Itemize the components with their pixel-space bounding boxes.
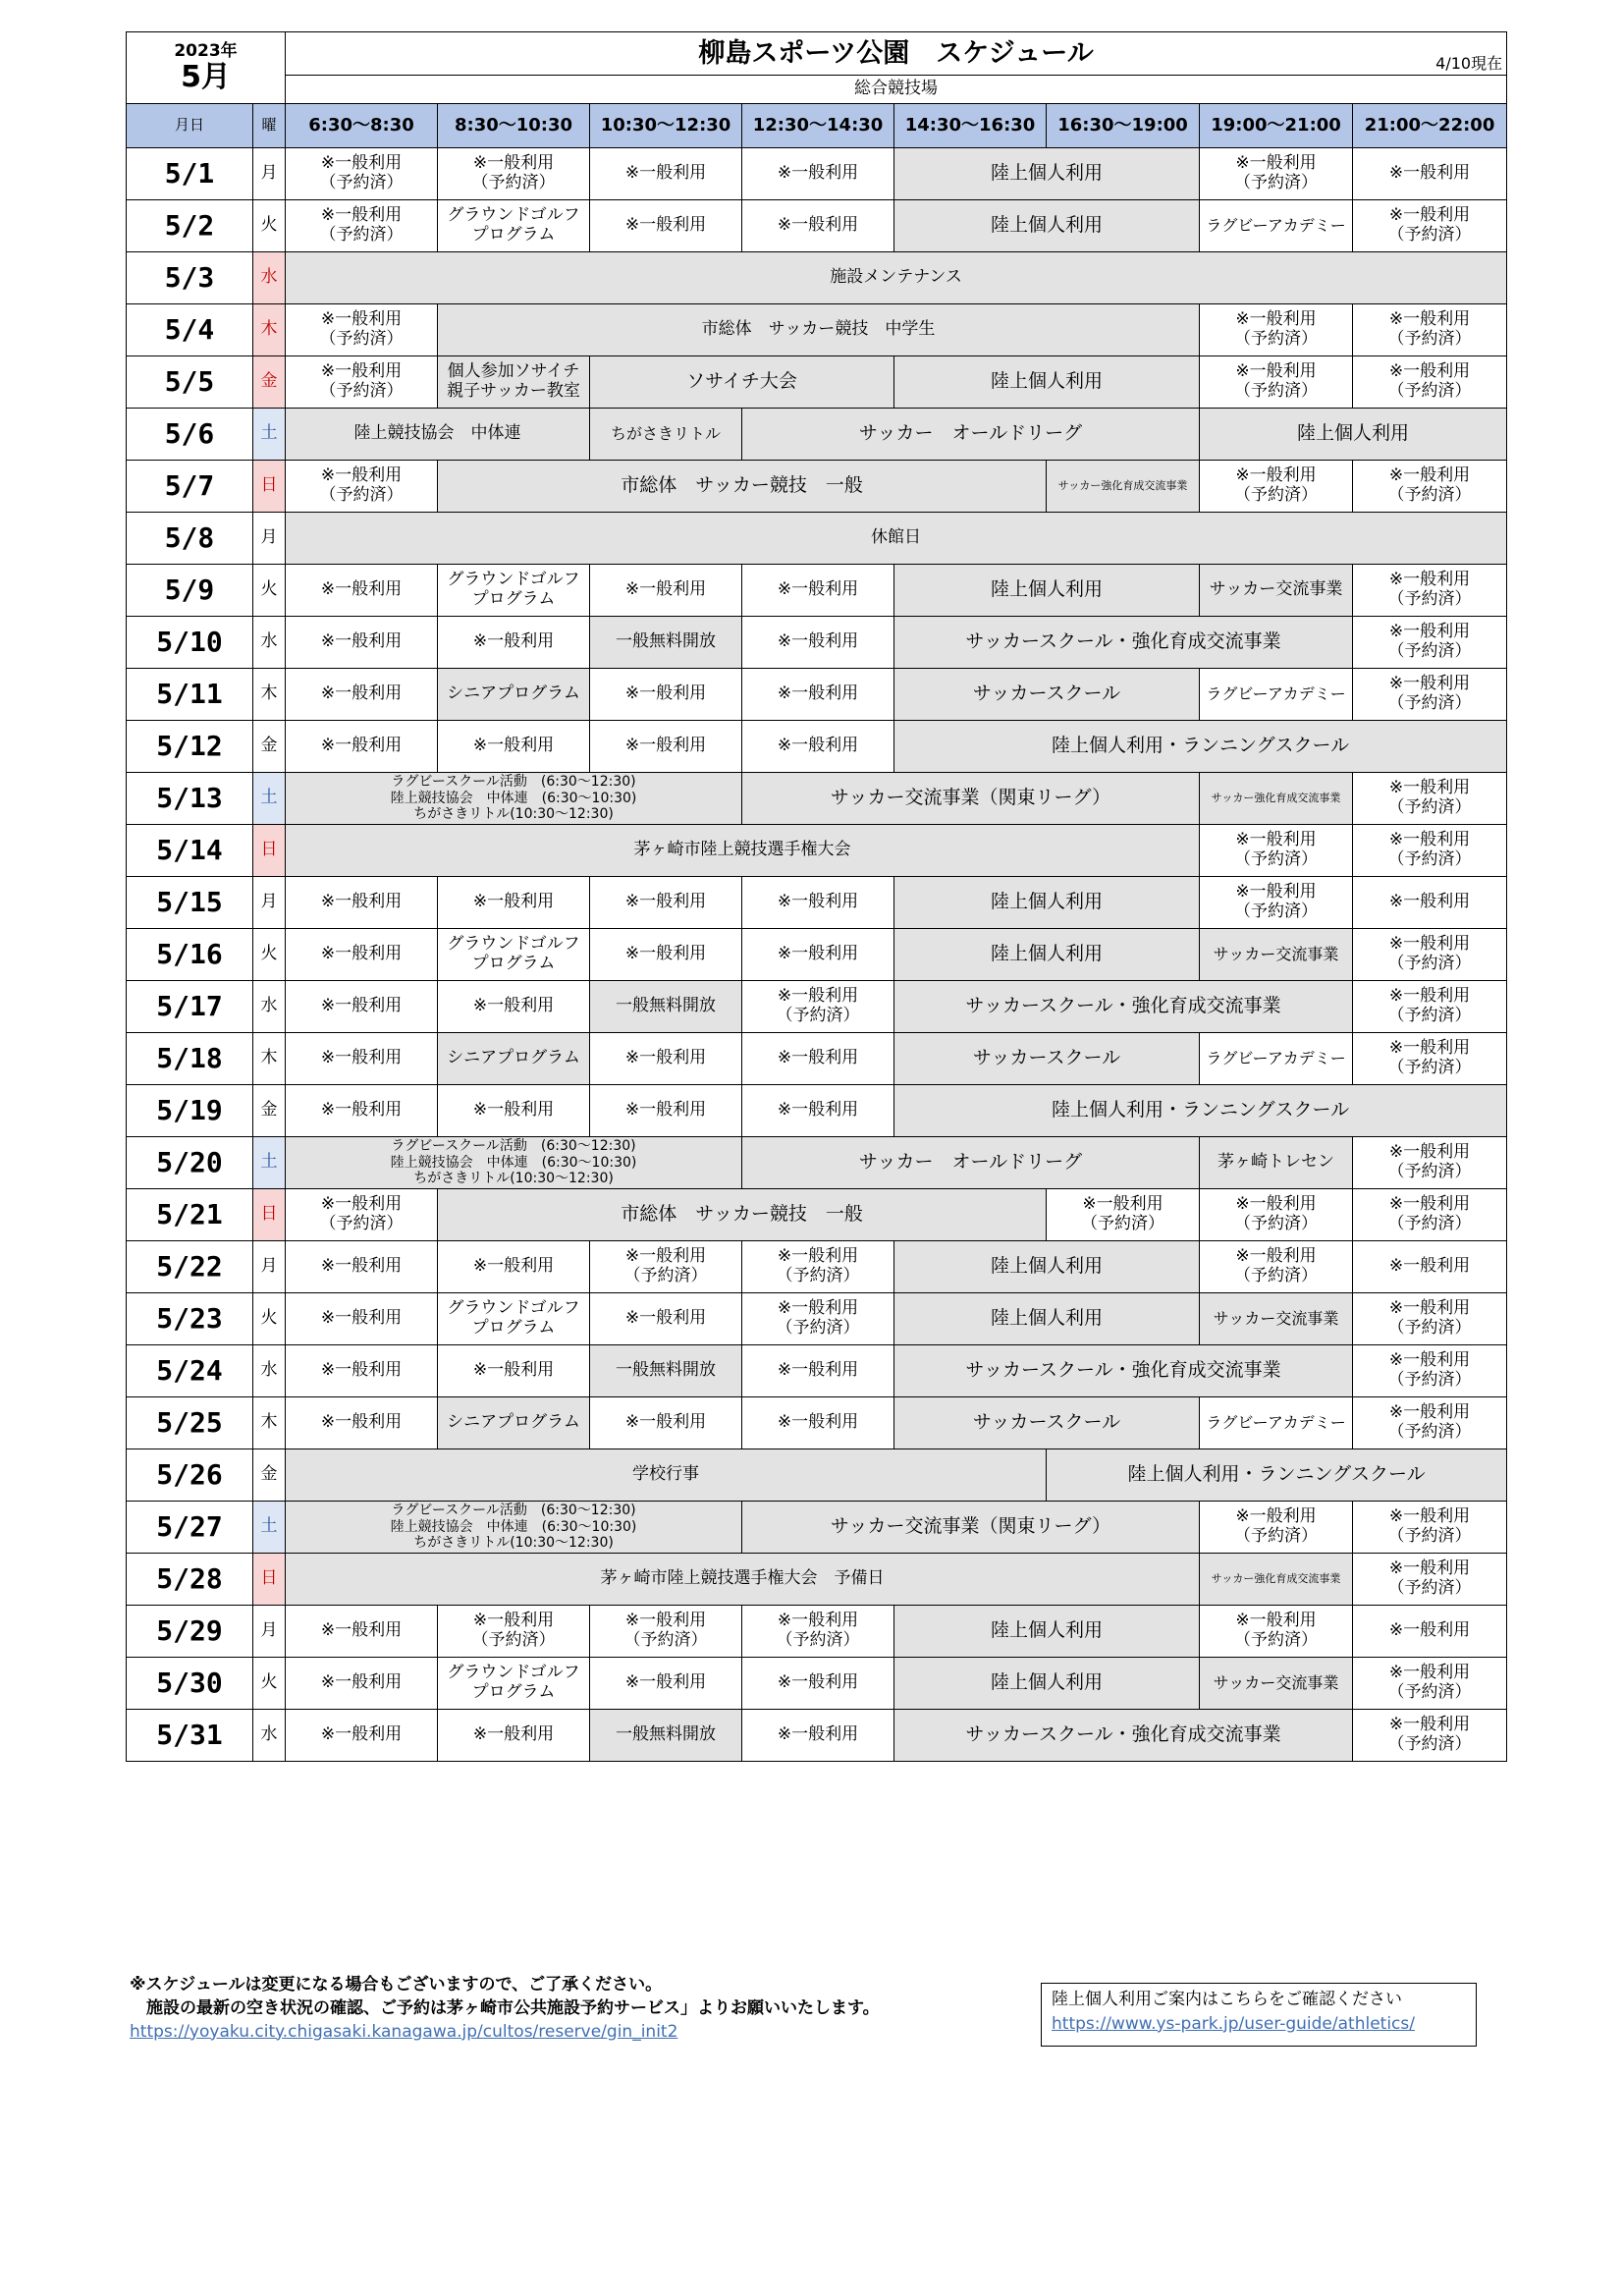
weekday-cell: 木: [253, 669, 286, 721]
schedule-slot-cell: ※一般利用: [286, 1710, 438, 1762]
athletics-info-link[interactable]: https://www.ys-park.jp/user-guide/athletics/: [1052, 2013, 1415, 2034]
schedule-slot-cell: ※一般利用 （予約済）: [1200, 1606, 1353, 1658]
date-cell: 5/11: [127, 669, 253, 721]
schedule-row: [127, 252, 1507, 304]
schedule-slot-cell: グラウンドゴルフ プログラム: [438, 565, 590, 617]
slot-header: 6:30～8:30: [286, 104, 438, 148]
schedule-slot-cell: サッカースクール・強化育成交流事業: [894, 1345, 1353, 1397]
schedule-slot-cell: シニアプログラム: [438, 1033, 590, 1085]
schedule-slot-cell: ※一般利用 （予約済）: [1353, 356, 1507, 409]
schedule-slot-cell: ※一般利用: [590, 1033, 742, 1085]
date-cell: 5/30: [127, 1658, 253, 1710]
date-cell: 5/23: [127, 1293, 253, 1345]
schedule-slot-cell: ラグビーアカデミー: [1200, 669, 1353, 721]
date-cell: 5/16: [127, 929, 253, 981]
weekday-cell: 火: [253, 1658, 286, 1710]
weekday-cell: 日: [253, 1554, 286, 1606]
schedule-slot-cell: 陸上個人利用: [894, 1241, 1200, 1293]
schedule-slot-cell: ※一般利用 （予約済）: [1353, 1189, 1507, 1241]
schedule-row: [127, 1241, 1507, 1293]
schedule-slot-cell: 市総体 サッカー競技 中学生: [438, 304, 1200, 356]
schedule-row: [127, 1397, 1507, 1449]
schedule-slot-cell: サッカースクール・強化育成交流事業: [894, 1710, 1353, 1762]
schedule-slot-cell: ※一般利用: [286, 565, 438, 617]
schedule-row: [127, 1137, 1507, 1189]
schedule-slot-cell: グラウンドゴルフ プログラム: [438, 200, 590, 252]
date-cell: 5/15: [127, 877, 253, 929]
schedule-slot-cell: ※一般利用: [590, 1293, 742, 1345]
schedule-slot-cell: ※一般利用 （予約済）: [1353, 1554, 1507, 1606]
schedule-slot-cell: ※一般利用: [438, 1085, 590, 1137]
schedule-slot-cell: ※一般利用 （予約済）: [1200, 356, 1353, 409]
date-column-header: 月日: [127, 104, 253, 148]
schedule-slot-cell: ※一般利用 （予約済）: [1353, 1345, 1507, 1397]
weekday-cell: 水: [253, 981, 286, 1033]
schedule-slot-cell: 市総体 サッカー競技 一般: [438, 461, 1047, 513]
schedule-slot-cell: ※一般利用 （予約済）: [1200, 1502, 1353, 1554]
schedule-slot-cell: ※一般利用 （予約済）: [286, 1189, 438, 1241]
schedule-slot-cell: ※一般利用 （予約済）: [1353, 1033, 1507, 1085]
schedule-slot-cell: ※一般利用: [742, 1085, 894, 1137]
weekday-cell: 土: [253, 1137, 286, 1189]
venue-row: [127, 76, 1507, 104]
schedule-slot-cell: ※一般利用 （予約済）: [1200, 825, 1353, 877]
schedule-row: [127, 1502, 1507, 1554]
schedule-slot-cell: グラウンドゴルフ プログラム: [438, 929, 590, 981]
schedule-slot-cell: ※一般利用: [590, 565, 742, 617]
weekday-cell: 金: [253, 1085, 286, 1137]
schedule-row: [127, 1606, 1507, 1658]
weekday-cell: 土: [253, 409, 286, 461]
schedule-slot-cell: ※一般利用: [286, 1085, 438, 1137]
schedule-row: [127, 617, 1507, 669]
schedule-slot-cell: ※一般利用: [590, 148, 742, 200]
weekday-cell: 火: [253, 565, 286, 617]
schedule-slot-cell: ※一般利用: [438, 1345, 590, 1397]
date-cell: 5/24: [127, 1345, 253, 1397]
schedule-slot-cell: サッカー オールドリーグ: [742, 1137, 1200, 1189]
schedule-row: [127, 825, 1507, 877]
schedule-slot-cell: 陸上個人利用: [894, 565, 1200, 617]
schedule-slot-cell: 陸上個人利用: [894, 356, 1200, 409]
schedule-slot-cell: ※一般利用 （予約済）: [1200, 1241, 1353, 1293]
schedule-table: [126, 31, 1507, 1762]
month-label: 5月: [181, 59, 231, 94]
weekday-cell: 水: [253, 1345, 286, 1397]
schedule-slot-cell: サッカー強化育成交流事業: [1047, 461, 1200, 513]
schedule-sheet: [126, 31, 1506, 1762]
weekday-cell: 水: [253, 252, 286, 304]
date-cell: 5/9: [127, 565, 253, 617]
schedule-row: [127, 877, 1507, 929]
schedule-slot-cell: ※一般利用 （予約済）: [1353, 825, 1507, 877]
page-title: 柳島スポーツ公園 スケジュール: [698, 37, 1094, 69]
schedule-slot-cell: 個人参加ソサイチ 親子サッカー教室: [438, 356, 590, 409]
date-cell: 5/19: [127, 1085, 253, 1137]
weekday-cell: 木: [253, 1033, 286, 1085]
schedule-slot-cell: ラグビーアカデミー: [1200, 1397, 1353, 1449]
schedule-slot-cell: 陸上個人利用: [894, 877, 1200, 929]
date-cell: 5/10: [127, 617, 253, 669]
date-cell: 5/14: [127, 825, 253, 877]
schedule-slot-cell: ※一般利用: [286, 1293, 438, 1345]
schedule-slot-cell: 茅ヶ崎市陸上競技選手権大会: [286, 825, 1200, 877]
weekday-cell: 月: [253, 1606, 286, 1658]
venue-label: 総合競技場: [286, 76, 1507, 104]
schedule-slot-cell: ※一般利用: [1353, 1241, 1507, 1293]
schedule-slot-cell: 茅ヶ崎トレセン: [1200, 1137, 1353, 1189]
schedule-slot-cell: ※一般利用: [286, 877, 438, 929]
page-title-cell: [286, 32, 1507, 76]
column-header-row: [127, 104, 1507, 148]
schedule-slot-cell: ※一般利用: [590, 1085, 742, 1137]
schedule-row: [127, 929, 1507, 981]
schedule-slot-cell: ※一般利用 （予約済）: [1200, 877, 1353, 929]
schedule-slot-cell: サッカー オールドリーグ: [742, 409, 1200, 461]
schedule-slot-cell: ※一般利用: [590, 877, 742, 929]
schedule-slot-cell: サッカー交流事業: [1200, 1658, 1353, 1710]
schedule-row: [127, 1033, 1507, 1085]
weekday-cell: 木: [253, 304, 286, 356]
schedule-slot-cell: ラグビースクール活動 (6:30～12:30) 陸上競技協会 中体連 (6:30～10:30) ちがさきリトル(10:30～12:30): [286, 773, 742, 825]
date-cell: 5/18: [127, 1033, 253, 1085]
date-cell: 5/17: [127, 981, 253, 1033]
footer-notes: [130, 1974, 1062, 2044]
schedule-slot-cell: ※一般利用: [438, 617, 590, 669]
weekday-cell: 月: [253, 1241, 286, 1293]
slot-header: 21:00～22:00: [1353, 104, 1507, 148]
schedule-slot-cell: 陸上個人利用・ランニングスクール: [894, 721, 1507, 773]
schedule-row: [127, 1449, 1507, 1502]
schedule-slot-cell: サッカー交流事業: [1200, 1293, 1353, 1345]
schedule-slot-cell: ※一般利用: [742, 148, 894, 200]
schedule-slot-cell: 一般無料開放: [590, 1710, 742, 1762]
date-cell: 5/3: [127, 252, 253, 304]
schedule-slot-cell: ※一般利用 （予約済）: [1047, 1189, 1200, 1241]
schedule-slot-cell: ※一般利用 （予約済）: [1353, 773, 1507, 825]
date-cell: 5/28: [127, 1554, 253, 1606]
schedule-slot-cell: ※一般利用 （予約済）: [286, 356, 438, 409]
schedule-slot-cell: ※一般利用: [590, 669, 742, 721]
date-cell: 5/21: [127, 1189, 253, 1241]
weekday-cell: 土: [253, 1502, 286, 1554]
title-row: [127, 32, 1507, 76]
schedule-row: [127, 1658, 1507, 1710]
reservation-link[interactable]: https://yoyaku.city.chigasaki.kanagawa.jp/cultos/reserve/gin_init2: [130, 2021, 678, 2042]
date-cell: 5/8: [127, 513, 253, 565]
schedule-row: [127, 304, 1507, 356]
schedule-slot-cell: ※一般利用: [286, 1345, 438, 1397]
schedule-slot-cell: ※一般利用 （予約済）: [1353, 1502, 1507, 1554]
schedule-row: [127, 513, 1507, 565]
weekday-cell: 水: [253, 617, 286, 669]
slot-header: 14:30～16:30: [894, 104, 1047, 148]
schedule-slot-cell: 陸上個人利用: [894, 1658, 1200, 1710]
schedule-slot-cell: ※一般利用: [286, 721, 438, 773]
schedule-slot-cell: ※一般利用 （予約済）: [1200, 1189, 1353, 1241]
schedule-slot-cell: ※一般利用 （予約済）: [1353, 1397, 1507, 1449]
schedule-slot-cell: ※一般利用: [742, 1397, 894, 1449]
schedule-slot-cell: 学校行事: [286, 1449, 1047, 1502]
schedule-slot-cell: ※一般利用 （予約済）: [1353, 304, 1507, 356]
schedule-row: [127, 1710, 1507, 1762]
schedule-row: [127, 356, 1507, 409]
schedule-slot-cell: ※一般利用 （予約済）: [1353, 200, 1507, 252]
schedule-slot-cell: ※一般利用: [286, 617, 438, 669]
schedule-row: [127, 200, 1507, 252]
schedule-slot-cell: ※一般利用: [286, 981, 438, 1033]
schedule-slot-cell: サッカー交流事業: [1200, 565, 1353, 617]
month-cell: [127, 32, 286, 104]
schedule-slot-cell: サッカー交流事業（関東リーグ）: [742, 1502, 1200, 1554]
schedule-slot-cell: ※一般利用: [438, 981, 590, 1033]
weekday-cell: 月: [253, 513, 286, 565]
schedule-slot-cell: シニアプログラム: [438, 669, 590, 721]
schedule-slot-cell: 休館日: [286, 513, 1507, 565]
schedule-row: [127, 981, 1507, 1033]
schedule-slot-cell: ラグビースクール活動 (6:30～12:30) 陸上競技協会 中体連 (6:30～10:30) ちがさきリトル(10:30～12:30): [286, 1137, 742, 1189]
schedule-row: [127, 565, 1507, 617]
schedule-slot-cell: ※一般利用 （予約済）: [1200, 304, 1353, 356]
athletics-info-box: [1041, 1983, 1477, 2047]
schedule-row: [127, 1189, 1507, 1241]
schedule-slot-cell: ※一般利用: [742, 929, 894, 981]
schedule-slot-cell: ※一般利用: [438, 1710, 590, 1762]
schedule-slot-cell: ※一般利用: [590, 1397, 742, 1449]
date-cell: 5/20: [127, 1137, 253, 1189]
schedule-slot-cell: ※一般利用 （予約済）: [286, 461, 438, 513]
schedule-slot-cell: ※一般利用: [742, 877, 894, 929]
schedule-slot-cell: ちがさきリトル: [590, 409, 742, 461]
weekday-cell: 火: [253, 1293, 286, 1345]
schedule-slot-cell: サッカースクール・強化育成交流事業: [894, 981, 1353, 1033]
date-cell: 5/12: [127, 721, 253, 773]
schedule-slot-cell: ※一般利用 （予約済）: [1353, 565, 1507, 617]
schedule-slot-cell: サッカースクール: [894, 1397, 1200, 1449]
schedule-slot-cell: ※一般利用 （予約済）: [590, 1606, 742, 1658]
date-cell: 5/22: [127, 1241, 253, 1293]
schedule-slot-cell: ラグビースクール活動 (6:30～12:30) 陸上競技協会 中体連 (6:30～10:30) ちがさきリトル(10:30～12:30): [286, 1502, 742, 1554]
weekday-cell: 土: [253, 773, 286, 825]
date-cell: 5/6: [127, 409, 253, 461]
schedule-slot-cell: サッカー強化育成交流事業: [1200, 773, 1353, 825]
schedule-slot-cell: 茅ヶ崎市陸上競技選手権大会 予備日: [286, 1554, 1200, 1606]
schedule-row: [127, 773, 1507, 825]
schedule-slot-cell: ※一般利用: [286, 1241, 438, 1293]
date-cell: 5/1: [127, 148, 253, 200]
schedule-row: [127, 669, 1507, 721]
schedule-row: [127, 1293, 1507, 1345]
date-cell: 5/5: [127, 356, 253, 409]
schedule-slot-cell: サッカー交流事業: [1200, 929, 1353, 981]
schedule-row: [127, 721, 1507, 773]
year-label: 2023年: [174, 41, 238, 62]
date-cell: 5/26: [127, 1449, 253, 1502]
schedule-slot-cell: ※一般利用: [438, 1241, 590, 1293]
schedule-slot-cell: シニアプログラム: [438, 1397, 590, 1449]
schedule-slot-cell: ※一般利用 （予約済）: [1200, 461, 1353, 513]
schedule-slot-cell: ※一般利用: [590, 721, 742, 773]
weekday-cell: 火: [253, 929, 286, 981]
schedule-slot-cell: ※一般利用: [286, 1606, 438, 1658]
schedule-slot-cell: ※一般利用: [1353, 877, 1507, 929]
schedule-slot-cell: 陸上個人利用: [1200, 409, 1507, 461]
schedule-row: [127, 148, 1507, 200]
schedule-slot-cell: ※一般利用: [742, 200, 894, 252]
schedule-slot-cell: サッカー交流事業（関東リーグ）: [742, 773, 1200, 825]
schedule-slot-cell: ※一般利用: [742, 1658, 894, 1710]
schedule-slot-cell: ※一般利用: [590, 200, 742, 252]
schedule-slot-cell: ※一般利用 （予約済）: [1353, 1658, 1507, 1710]
schedule-slot-cell: サッカースクール・強化育成交流事業: [894, 617, 1353, 669]
schedule-slot-cell: ※一般利用 （予約済）: [742, 1606, 894, 1658]
date-cell: 5/27: [127, 1502, 253, 1554]
schedule-slot-cell: 陸上個人利用: [894, 1606, 1200, 1658]
date-cell: 5/13: [127, 773, 253, 825]
schedule-change-notice: ※スケジュールは変更になる場合もございますので、ご了承ください。 施設の最新の空き状況の確認、ご予約は茅ヶ崎市公共施設予約サービス」よりお願いいたします。: [130, 1975, 880, 2018]
slot-header: 10:30～12:30: [590, 104, 742, 148]
schedule-slot-cell: サッカースクール: [894, 669, 1200, 721]
slot-header: 12:30～14:30: [742, 104, 894, 148]
schedule-slot-cell: ※一般利用 （予約済）: [1200, 148, 1353, 200]
schedule-slot-cell: 陸上個人利用: [894, 1293, 1200, 1345]
schedule-slot-cell: ※一般利用: [286, 669, 438, 721]
schedule-slot-cell: ※一般利用 （予約済）: [438, 1606, 590, 1658]
schedule-slot-cell: 陸上個人利用: [894, 929, 1200, 981]
schedule-slot-cell: ※一般利用 （予約済）: [1353, 1293, 1507, 1345]
date-cell: 5/31: [127, 1710, 253, 1762]
schedule-slot-cell: ※一般利用 （予約済）: [742, 1241, 894, 1293]
weekday-cell: 日: [253, 1189, 286, 1241]
schedule-slot-cell: ※一般利用: [742, 1033, 894, 1085]
schedule-slot-cell: ※一般利用: [590, 1658, 742, 1710]
schedule-slot-cell: グラウンドゴルフ プログラム: [438, 1658, 590, 1710]
schedule-slot-cell: ※一般利用: [438, 721, 590, 773]
schedule-slot-cell: 陸上個人利用・ランニングスクール: [894, 1085, 1507, 1137]
athletics-info-label: 陸上個人利用ご案内はこちらをご確認ください: [1052, 1990, 1402, 2009]
schedule-slot-cell: サッカースクール: [894, 1033, 1200, 1085]
weekday-cell: 金: [253, 356, 286, 409]
schedule-slot-cell: ラグビーアカデミー: [1200, 1033, 1353, 1085]
schedule-slot-cell: ※一般利用: [1353, 1606, 1507, 1658]
schedule-slot-cell: ※一般利用 （予約済）: [438, 148, 590, 200]
schedule-slot-cell: ラグビーアカデミー: [1200, 200, 1353, 252]
schedule-slot-cell: ※一般利用 （予約済）: [286, 148, 438, 200]
schedule-slot-cell: ※一般利用 （予約済）: [742, 1293, 894, 1345]
schedule-row: [127, 1085, 1507, 1137]
weekday-column-header: 曜: [253, 104, 286, 148]
schedule-slot-cell: ※一般利用: [590, 929, 742, 981]
weekday-cell: 木: [253, 1397, 286, 1449]
schedule-slot-cell: ※一般利用 （予約済）: [1353, 461, 1507, 513]
date-cell: 5/7: [127, 461, 253, 513]
weekday-cell: 月: [253, 148, 286, 200]
schedule-slot-cell: ※一般利用: [742, 1710, 894, 1762]
schedule-slot-cell: サッカー強化育成交流事業: [1200, 1554, 1353, 1606]
schedule-slot-cell: ※一般利用: [1353, 148, 1507, 200]
schedule-slot-cell: 施設メンテナンス: [286, 252, 1507, 304]
schedule-slot-cell: 陸上個人利用: [894, 200, 1200, 252]
schedule-slot-cell: ※一般利用: [742, 565, 894, 617]
schedule-row: [127, 461, 1507, 513]
schedule-slot-cell: 市総体 サッカー競技 一般: [438, 1189, 1047, 1241]
weekday-cell: 日: [253, 461, 286, 513]
schedule-slot-cell: ソサイチ大会: [590, 356, 894, 409]
schedule-slot-cell: ※一般利用: [742, 617, 894, 669]
schedule-slot-cell: ※一般利用 （予約済）: [286, 304, 438, 356]
schedule-slot-cell: ※一般利用: [286, 1397, 438, 1449]
schedule-slot-cell: ※一般利用: [742, 721, 894, 773]
weekday-cell: 水: [253, 1710, 286, 1762]
weekday-cell: 月: [253, 877, 286, 929]
schedule-slot-cell: ※一般利用: [286, 1658, 438, 1710]
schedule-slot-cell: ※一般利用: [286, 929, 438, 981]
schedule-slot-cell: 一般無料開放: [590, 1345, 742, 1397]
schedule-slot-cell: ※一般利用 （予約済）: [1353, 981, 1507, 1033]
schedule-slot-cell: 一般無料開放: [590, 981, 742, 1033]
slot-header: 16:30～19:00: [1047, 104, 1200, 148]
schedule-slot-cell: 一般無料開放: [590, 617, 742, 669]
schedule-slot-cell: ※一般利用 （予約済）: [1353, 929, 1507, 981]
weekday-cell: 金: [253, 1449, 286, 1502]
slot-header: 8:30～10:30: [438, 104, 590, 148]
schedule-slot-cell: ※一般利用 （予約済）: [1353, 669, 1507, 721]
weekday-cell: 火: [253, 200, 286, 252]
schedule-slot-cell: ※一般利用 （予約済）: [1353, 1710, 1507, 1762]
schedule-slot-cell: ※一般利用 （予約済）: [742, 981, 894, 1033]
schedule-row: [127, 1554, 1507, 1606]
date-cell: 5/29: [127, 1606, 253, 1658]
schedule-slot-cell: ※一般利用: [742, 669, 894, 721]
as-of-date: 4/10現在: [1435, 53, 1503, 73]
schedule-slot-cell: ※一般利用: [742, 1345, 894, 1397]
date-cell: 5/4: [127, 304, 253, 356]
schedule-slot-cell: ※一般利用: [438, 877, 590, 929]
schedule-row: [127, 1345, 1507, 1397]
schedule-slot-cell: ※一般利用: [286, 1033, 438, 1085]
date-cell: 5/2: [127, 200, 253, 252]
slot-header: 19:00～21:00: [1200, 104, 1353, 148]
schedule-row: [127, 409, 1507, 461]
schedule-slot-cell: ※一般利用 （予約済）: [590, 1241, 742, 1293]
schedule-slot-cell: ※一般利用 （予約済）: [286, 200, 438, 252]
schedule-slot-cell: 陸上個人利用・ランニングスクール: [1047, 1449, 1507, 1502]
weekday-cell: 日: [253, 825, 286, 877]
schedule-slot-cell: 陸上個人利用: [894, 148, 1200, 200]
schedule-slot-cell: ※一般利用 （予約済）: [1353, 617, 1507, 669]
schedule-slot-cell: グラウンドゴルフ プログラム: [438, 1293, 590, 1345]
date-cell: 5/25: [127, 1397, 253, 1449]
schedule-slot-cell: ※一般利用 （予約済）: [1353, 1137, 1507, 1189]
weekday-cell: 金: [253, 721, 286, 773]
schedule-slot-cell: 陸上競技協会 中体連: [286, 409, 590, 461]
